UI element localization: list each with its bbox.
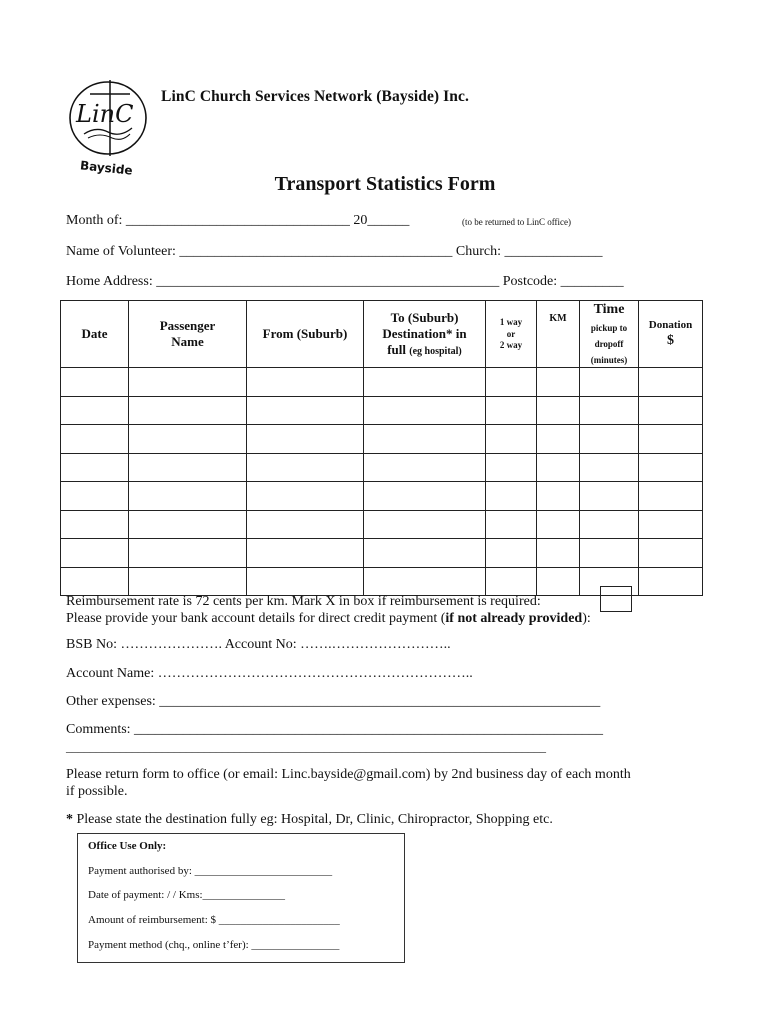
volunteer-line[interactable]: _______________________________________ [179,244,453,259]
table-cell[interactable] [639,453,703,482]
col-passenger: Passenger Name [129,301,247,368]
table-cell[interactable] [486,396,537,425]
table-row [61,368,703,397]
table-cell[interactable] [247,510,364,539]
col-date: Date [61,301,129,368]
table-cell[interactable] [580,425,639,454]
table-cell[interactable] [580,368,639,397]
col-donation: Donation $ [639,301,703,368]
table-cell[interactable] [247,567,364,596]
table-cell[interactable] [639,510,703,539]
address-label: Home Address: [66,274,153,289]
volunteer-label: Name of Volunteer: [66,244,176,259]
col-from: From (Suburb) [247,301,364,368]
table-cell[interactable] [580,396,639,425]
table-cell[interactable] [61,539,129,568]
return-note: (to be returned to LinC office) [462,217,572,227]
table-cell[interactable] [486,453,537,482]
table-row [61,453,703,482]
return-instructions-line1: Please return form to office (or email: Linc.bayside@gmail.com) by 2nd business day of each month [66,767,631,782]
logo-graphic [66,78,152,178]
amount-reimbursement-field[interactable]: Amount of reimbursement: $ ______________________ [88,914,340,926]
postcode-line[interactable]: _________ [560,274,624,289]
table-cell[interactable] [537,510,580,539]
col-time: Time pickup to dropoff (minutes) [580,301,639,368]
table-cell[interactable] [537,567,580,596]
account-name-field[interactable]: Account Name: ………………………………………………………….. [66,666,473,681]
table-row [61,396,703,425]
table-cell[interactable] [247,396,364,425]
table-cell[interactable] [639,539,703,568]
table-cell[interactable] [129,396,247,425]
table-cell[interactable] [486,510,537,539]
volunteer-field[interactable] [66,244,603,260]
table-cell[interactable] [639,567,703,596]
table-cell[interactable] [537,425,580,454]
month-line[interactable]: ________________________________ [125,213,350,228]
table-cell[interactable] [364,453,486,482]
col-way: 1 way or 2 way [486,301,537,368]
table-cell[interactable] [61,425,129,454]
church-label: Church: [455,244,502,259]
table-cell[interactable] [537,368,580,397]
logo-text: LinC [76,100,134,128]
bank-details-text: Please provide your bank account details for direct credit payment (if not already provided): [66,611,591,626]
col-to: To (Suburb) Destination* in full (eg hospital) [364,301,486,368]
payment-method-field[interactable]: Payment method (chq., online t’fer): ________________ [88,939,340,951]
table-cell[interactable] [364,482,486,511]
table-cell[interactable] [537,539,580,568]
table-row [61,510,703,539]
table-cell[interactable] [486,482,537,511]
comments-field[interactable]: Comments: ___________________________________________________________________ [66,722,604,737]
table-row [61,482,703,511]
return-instructions-line2: if possible. [66,784,128,799]
date-of-payment-field[interactable]: Date of payment: / / Kms:_______________ [88,889,286,901]
payment-authorised-field[interactable]: Payment authorised by: _________________________ [88,865,333,877]
table-row [61,539,703,568]
table-header-row [61,301,703,368]
transport-table [60,300,703,596]
table-cell[interactable] [580,539,639,568]
logo-caption: Bayside [79,158,134,178]
table-cell[interactable] [486,567,537,596]
church-line[interactable]: ______________ [504,244,603,259]
other-expenses-field[interactable]: Other expenses: _______________________________________________________________ [66,694,601,709]
table-cell[interactable] [364,539,486,568]
org-name: LinC Church Services Network (Bayside) Inc. [161,88,469,105]
table-cell[interactable] [129,539,247,568]
table-cell[interactable] [364,368,486,397]
table-cell[interactable] [639,396,703,425]
month-label: Month of: [66,213,123,228]
bsb-account-field[interactable]: BSB No: …………………. Account No: …….…………………….. [66,637,451,652]
col-km: KM [537,301,580,368]
table-cell[interactable] [61,368,129,397]
month-field[interactable] [66,213,409,229]
office-use-title: Office Use Only: [88,840,167,852]
office-use-box [77,833,405,963]
table-cell[interactable] [247,482,364,511]
table-cell[interactable] [486,368,537,397]
table-cell[interactable] [61,482,129,511]
postcode-label: Postcode: [502,274,558,289]
table-cell[interactable] [639,368,703,397]
table-cell[interactable] [639,425,703,454]
table-cell[interactable] [61,453,129,482]
table-cell[interactable] [486,425,537,454]
table-cell[interactable] [129,482,247,511]
address-field[interactable] [66,274,624,290]
table-cell[interactable] [61,396,129,425]
table-cell[interactable] [129,425,247,454]
table-cell[interactable] [537,396,580,425]
comments-line-2[interactable]: ________________________________________________________________________________ [66,740,546,754]
table-row [61,425,703,454]
destination-note: * Please state the destination fully eg: Hospital, Dr, Clinic, Chiropractor, Shopping etc. [66,812,553,827]
table-cell[interactable] [129,510,247,539]
table-cell[interactable] [580,453,639,482]
table-cell[interactable] [537,482,580,511]
address-line[interactable]: _________________________________________________ [156,274,500,289]
table-cell[interactable] [639,482,703,511]
table-cell[interactable] [247,425,364,454]
form-title: Transport Statistics Form [274,173,496,195]
linc-logo [66,78,152,178]
year-field[interactable]: 20______ [353,213,410,228]
table-cell[interactable] [129,453,247,482]
table-cell[interactable] [486,539,537,568]
table-cell[interactable] [364,567,486,596]
table-cell[interactable] [537,453,580,482]
table-cell[interactable] [364,425,486,454]
table-cell[interactable] [580,510,639,539]
table-cell[interactable] [61,510,129,539]
table-cell[interactable] [247,368,364,397]
reimbursement-checkbox[interactable] [600,586,632,612]
table-cell[interactable] [129,368,247,397]
table-cell[interactable] [61,567,129,596]
table-cell[interactable] [247,453,364,482]
table-cell[interactable] [247,539,364,568]
table-cell[interactable] [364,396,486,425]
table-cell[interactable] [129,567,247,596]
table-body [61,368,703,596]
table-cell[interactable] [364,510,486,539]
table-cell[interactable] [580,482,639,511]
reimbursement-rate-text: Reimbursement rate is 72 cents per km. Mark X in box if reimbursement is required: [66,594,541,609]
